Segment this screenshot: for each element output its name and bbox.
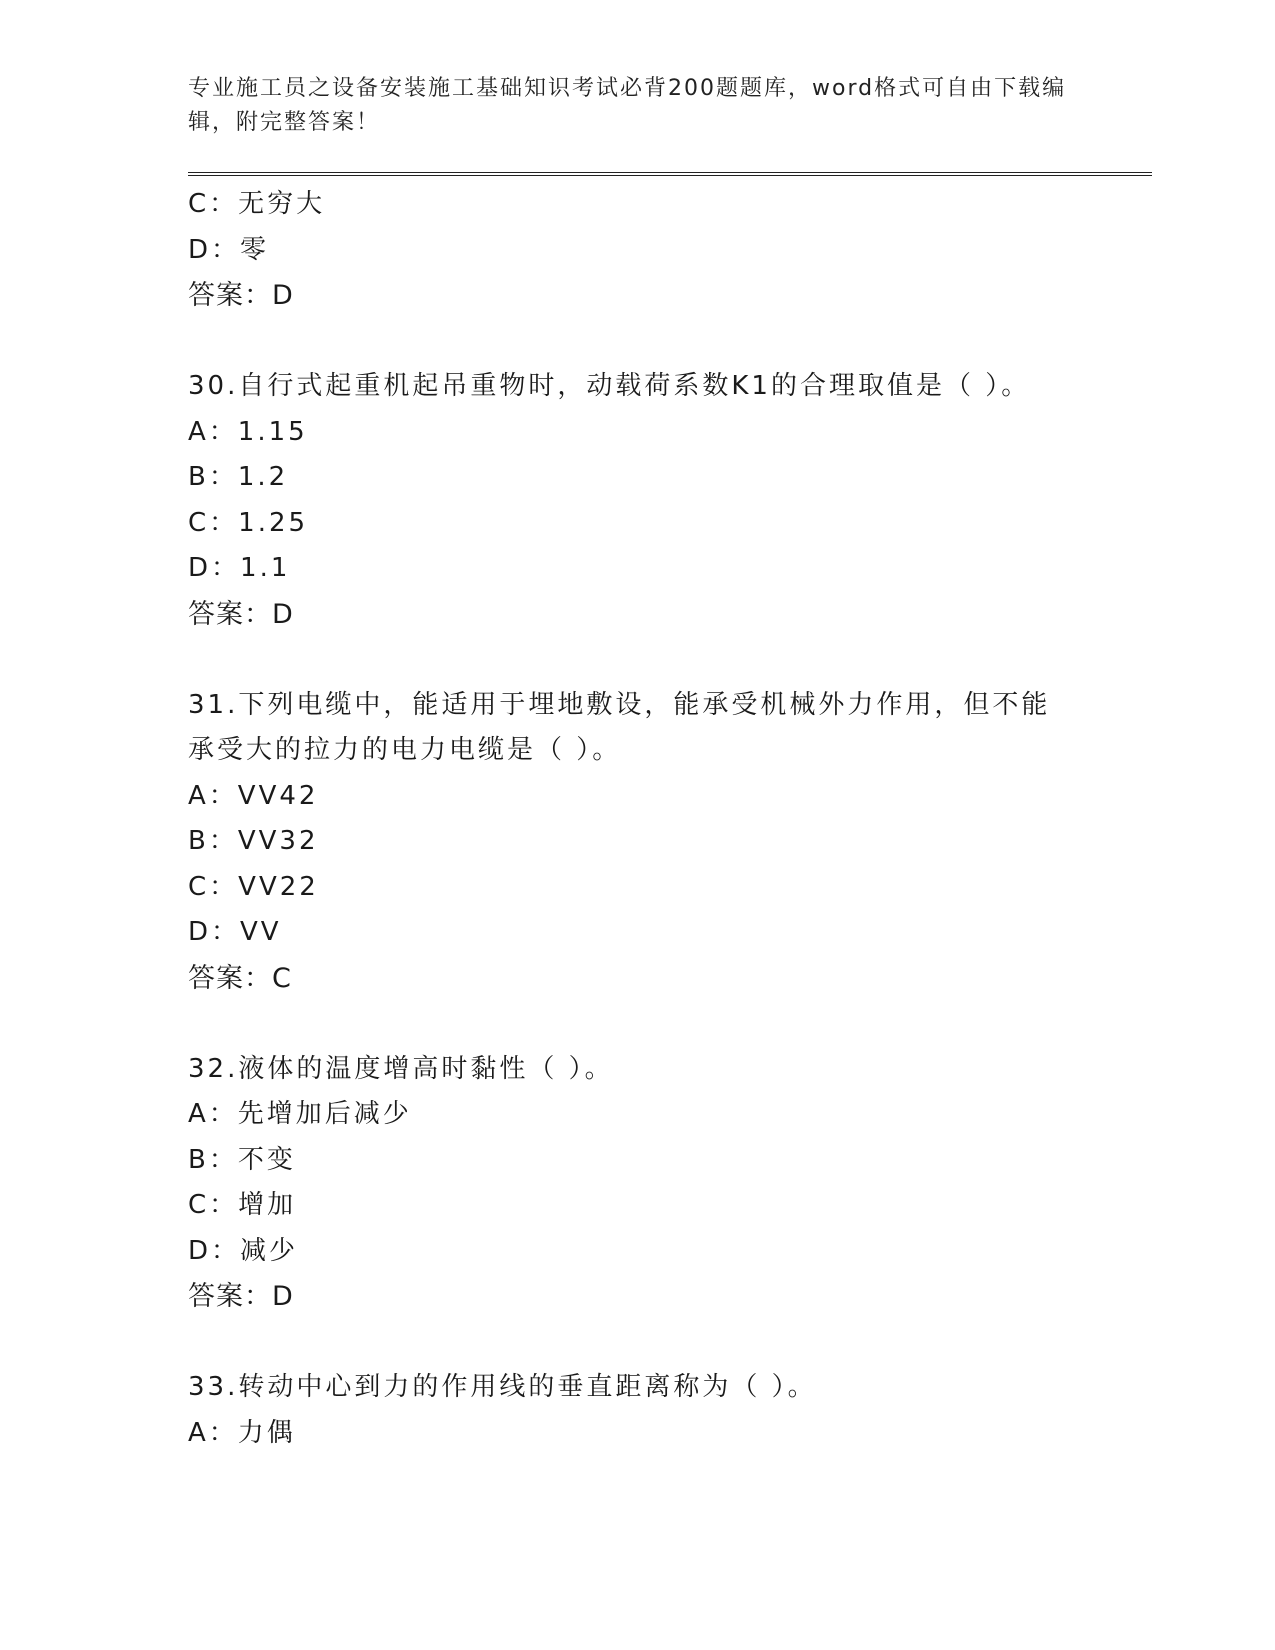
answer-line: 答案：D <box>188 1281 294 1312</box>
option-d: D：零 <box>188 234 270 265</box>
option-c: C：VV22 <box>188 871 319 902</box>
option-c: C：1.25 <box>188 507 309 538</box>
option-d: D：VV <box>188 917 282 947</box>
question-list <box>188 182 1152 1456</box>
option-a: A：力偶 <box>188 1417 296 1448</box>
spacer <box>188 637 1152 683</box>
answer-line: 答案：D <box>188 280 294 311</box>
option-b: B：1.2 <box>188 462 289 492</box>
option-a: A：VV42 <box>188 780 319 811</box>
option-b: B：VV32 <box>188 826 319 856</box>
header-divider <box>188 172 1152 176</box>
option-a: A：先增加后减少 <box>188 1099 412 1129</box>
question-stem-31: 31.下列电缆中，能适用于埋地敷设，能承受机械外力作用，但不能承受大的拉力的电力电缆是（ ）。 <box>188 689 1051 765</box>
question-stem-33: 33.转动中心到力的作用线的垂直距离称为（ ）。 <box>188 1372 817 1402</box>
question-stem-30: 30.自行式起重机起吊重物时，动载荷系数K1的合理取值是（ ）。 <box>188 371 1031 401</box>
document-header: 专业施工员之设备安装施工基础知识考试必背200题题库，word格式可自由下载编辑，附完整答案！ <box>188 76 1067 135</box>
option-a: A：1.15 <box>188 416 308 447</box>
option-d: D：减少 <box>188 1235 299 1266</box>
option-c: C：无穷大 <box>188 189 326 219</box>
answer-line: 答案：D <box>188 598 294 630</box>
option-c: C：增加 <box>188 1190 297 1220</box>
question-stem-32: 32.液体的温度增高时黏性（ ）。 <box>188 1053 614 1084</box>
spacer <box>188 1320 1152 1366</box>
spacer <box>188 319 1152 365</box>
spacer <box>188 1001 1152 1047</box>
document-page <box>188 72 1152 1456</box>
answer-line: 答案：C <box>188 962 292 994</box>
option-b: B：不变 <box>188 1144 296 1175</box>
option-d: D：1.1 <box>188 553 291 583</box>
